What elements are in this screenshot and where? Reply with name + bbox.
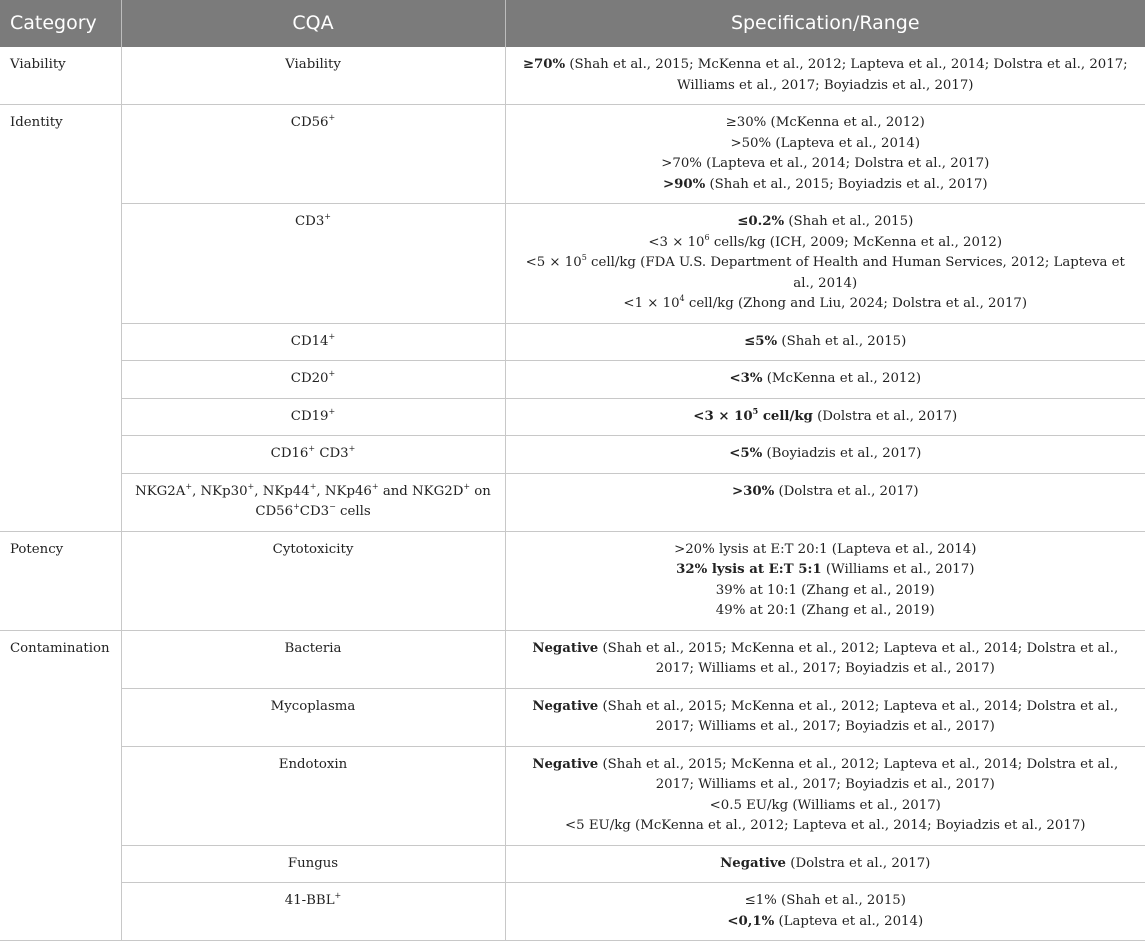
- specification-line: <0.5 EU/kg (Williams et al., 2017): [709, 797, 941, 813]
- table-row: [0, 323, 1145, 361]
- cqa-cell: CD20+: [121, 361, 505, 399]
- table-row: [0, 688, 1145, 746]
- table-body: [0, 47, 1145, 941]
- cqa-cell: Bacteria: [121, 630, 505, 688]
- table-row: [0, 204, 1145, 324]
- specification-cell: [505, 688, 1145, 746]
- specification-cell: [505, 398, 1145, 436]
- table-row: [0, 398, 1145, 436]
- specification-line: <3% (McKenna et al., 2012): [729, 371, 922, 386]
- specification-line: >90% (Shah et al., 2015; Boyiadzis et al., 2017): [662, 176, 988, 192]
- specification-line: ≥70% (Shah et al., 2015; McKenna et al., 2012; Lapteva et al., 2014; Dolstra et al., 2017; Williams et al., 2017; Boyiadzis et al., 2017): [522, 57, 1128, 93]
- category-cell: Identity: [0, 105, 121, 532]
- table-row: [0, 746, 1145, 845]
- specification-cell: [505, 630, 1145, 688]
- specification-line: <0,1% (Lapteva et al., 2014): [727, 913, 924, 929]
- specification-line: <5 EU/kg (McKenna et al., 2012; Lapteva et al., 2014; Boyiadzis et al., 2017): [565, 818, 1086, 833]
- specification-cell: [505, 883, 1145, 941]
- specification-cell: [505, 473, 1145, 531]
- cqa-cell: CD3+: [121, 204, 505, 324]
- specification-line: Negative (Shah et al., 2015; McKenna et al., 2012; Lapteva et al., 2014; Dolstra et al., 2017; Williams et al., 2017; Boyiadzis et al., 2017): [532, 640, 1119, 676]
- specification-cell: [505, 746, 1145, 845]
- specification-cell: [505, 845, 1145, 883]
- cqa-cell: 41-BBL+: [121, 883, 505, 941]
- specification-cell: [505, 323, 1145, 361]
- cqa-cell: CD16+ CD3+: [121, 436, 505, 474]
- table-row: [0, 47, 1145, 105]
- header-spec: Specification/Range: [505, 0, 1145, 47]
- table-row: [0, 531, 1145, 630]
- specification-line: Negative (Shah et al., 2015; McKenna et al., 2012; Lapteva et al., 2014; Dolstra et al., 2017; Williams et al., 2017; Boyiadzis et al., 2017): [532, 756, 1119, 792]
- cqa-cell: Viability: [121, 47, 505, 105]
- table-header: [0, 0, 1145, 47]
- table-row: [0, 845, 1145, 883]
- specification-cell: [505, 105, 1145, 204]
- cqa-cell: NKG2A+, NKp30+, NKp44+, NKp46+ and NKG2D+ on CD56+CD3− cells: [121, 473, 505, 531]
- specification-line: >50% (Lapteva et al., 2014): [730, 135, 921, 151]
- cqa-cell: Mycoplasma: [121, 688, 505, 746]
- header-cqa: CQA: [121, 0, 505, 47]
- specification-line: >30% (Dolstra et al., 2017): [731, 483, 919, 499]
- specification-line: ≤0.2% (Shah et al., 2015): [737, 214, 914, 229]
- specification-line: $<1 \times 10^4$ cell/kg (Zhong and Liu, 2024; Dolstra et al., 2017): [623, 294, 1028, 311]
- header-row: [0, 0, 1145, 47]
- category-cell: Viability: [0, 47, 121, 105]
- specification-cell: [505, 361, 1145, 399]
- table-row: [0, 361, 1145, 399]
- specification-line: 32% lysis at E:T 5:1 (Williams et al., 2017): [676, 562, 975, 577]
- specification-line: 49% at 20:1 (Zhang et al., 2019): [715, 603, 935, 618]
- specification-line: ≤5% (Shah et al., 2015): [744, 333, 907, 349]
- cqa-cell: Cytotoxicity: [121, 531, 505, 630]
- specification-cell: [505, 436, 1145, 474]
- category-cell: Potency: [0, 531, 121, 630]
- specification-line: >20% lysis at E:T 20:1 (Lapteva et al., 2014): [674, 541, 977, 557]
- specification-line: Negative (Shah et al., 2015; McKenna et al., 2012; Lapteva et al., 2014; Dolstra et al., 2017; Williams et al., 2017; Boyiadzis et al., 2017): [532, 698, 1119, 734]
- category-cell: Contamination: [0, 630, 121, 941]
- table-row: [0, 630, 1145, 688]
- specification-line: $<3 \times 10^5$ cell/kg (Dolstra et al., 2017): [693, 405, 958, 424]
- table-row: [0, 436, 1145, 474]
- cqa-cell: CD19+: [121, 398, 505, 436]
- header-category: Category: [0, 0, 121, 47]
- specification-line: 39% at 10:1 (Zhang et al., 2019): [715, 582, 935, 598]
- table-row: [0, 473, 1145, 531]
- specification-line: $<5 \times 10^5$ cell/kg (FDA U.S. Department of Health and Human Services, 2012; Lapteva et al., 2014): [525, 253, 1125, 291]
- specification-line: ≤1% (Shah et al., 2015): [744, 893, 906, 908]
- specification-cell: [505, 47, 1145, 105]
- specification-line: >70% (Lapteva et al., 2014; Dolstra et al., 2017): [661, 156, 990, 171]
- specification-line: <5% (Boyiadzis et al., 2017): [729, 446, 922, 461]
- specification-cell: [505, 531, 1145, 630]
- cqa-cell: CD14+: [121, 323, 505, 361]
- specification-line: ≥30% (McKenna et al., 2012): [725, 115, 925, 130]
- cqa-cell: Endotoxin: [121, 746, 505, 845]
- cqa-cell: CD56+: [121, 105, 505, 204]
- specification-line: $<3 \times 10^6$ cells/kg (ICH, 2009; McKenna et al., 2012): [648, 232, 1003, 250]
- specification-line: Negative (Dolstra et al., 2017): [720, 855, 931, 871]
- specification-cell: [505, 204, 1145, 324]
- cqa-cell: Fungus: [121, 845, 505, 883]
- table-row: [0, 105, 1145, 204]
- table-row: [0, 883, 1145, 941]
